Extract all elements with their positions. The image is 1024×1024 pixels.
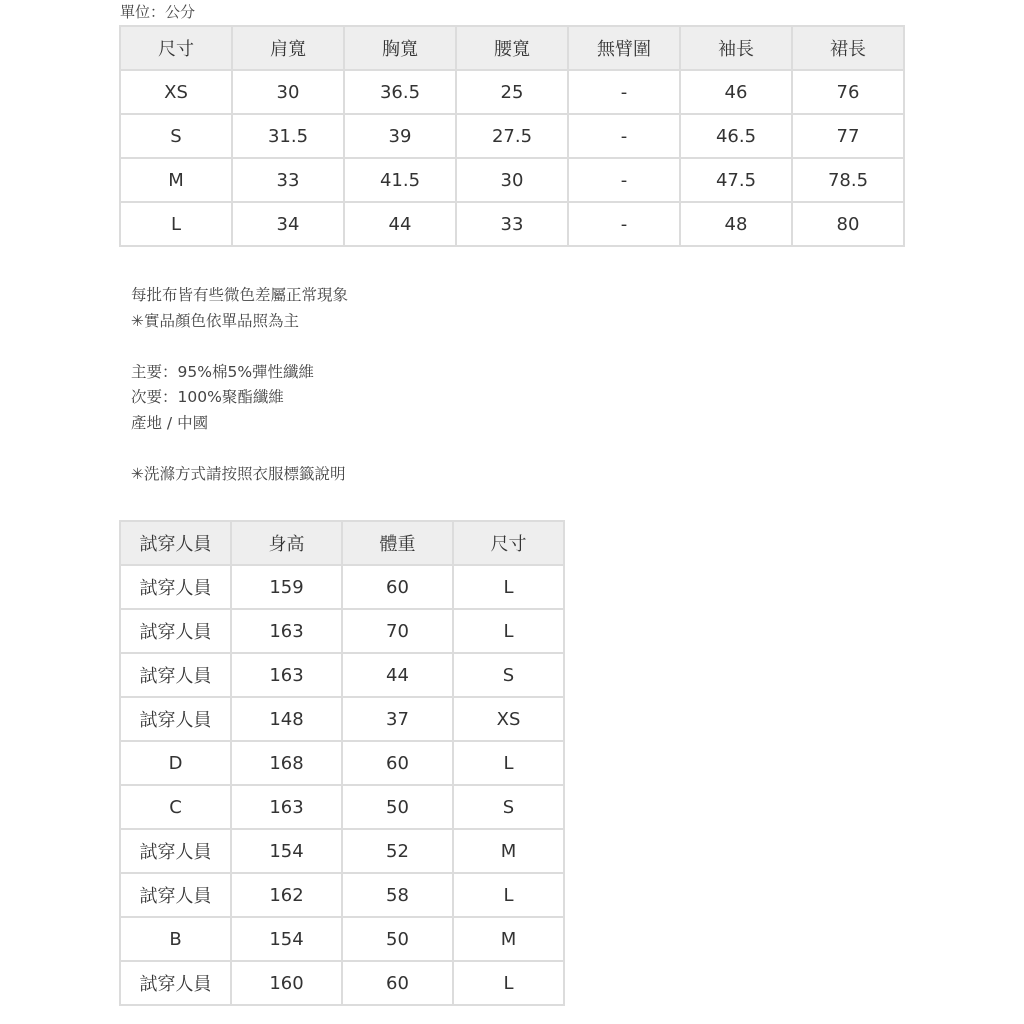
notes-spacer xyxy=(131,334,348,360)
cell-model: 試穿人員 xyxy=(120,653,231,697)
cell-sleeve: 48 xyxy=(680,202,792,246)
cell-fit-size: M xyxy=(453,917,564,961)
header-height: 身高 xyxy=(231,521,342,565)
cell-fit-size: L xyxy=(453,609,564,653)
cell-armhole: - xyxy=(568,202,680,246)
cell-skirt: 80 xyxy=(792,202,904,246)
cell-skirt: 78.5 xyxy=(792,158,904,202)
cell-model: C xyxy=(120,785,231,829)
cell-size: XS xyxy=(120,70,232,114)
fitting-model-table xyxy=(119,520,565,1006)
size-row-xs xyxy=(120,70,904,114)
fitting-row xyxy=(120,917,564,961)
cell-fit-size: L xyxy=(453,873,564,917)
cell-weight: 60 xyxy=(342,961,453,1005)
cell-armhole: - xyxy=(568,70,680,114)
cell-size: L xyxy=(120,202,232,246)
cell-fit-size: S xyxy=(453,653,564,697)
cell-height: 163 xyxy=(231,609,342,653)
cell-sleeve: 46 xyxy=(680,70,792,114)
cell-height: 160 xyxy=(231,961,342,1005)
cell-weight: 50 xyxy=(342,917,453,961)
wash-instruction-note: ✳洗滌方式請按照衣服標籤說明 xyxy=(131,465,346,484)
cell-skirt: 76 xyxy=(792,70,904,114)
cell-height: 154 xyxy=(231,829,342,873)
fitting-row xyxy=(120,697,564,741)
fitting-row xyxy=(120,609,564,653)
header-size: 尺寸 xyxy=(120,26,232,70)
cell-armhole: - xyxy=(568,114,680,158)
cell-weight: 60 xyxy=(342,565,453,609)
header-skirt-length: 裙長 xyxy=(792,26,904,70)
cell-fit-size: XS xyxy=(453,697,564,741)
header-fit-size: 尺寸 xyxy=(453,521,564,565)
color-variance-note: 每批布皆有些微色差屬正常現象 xyxy=(131,286,349,304)
main-material-note: 主要：95%棉5%彈性纖維 xyxy=(131,362,315,381)
cell-size: S xyxy=(120,114,232,158)
cell-weight: 44 xyxy=(342,653,453,697)
cell-chest: 36.5 xyxy=(344,70,456,114)
cell-fit-size: L xyxy=(453,565,564,609)
cell-model: D xyxy=(120,741,231,785)
cell-shoulder: 34 xyxy=(232,202,344,246)
secondary-material-note: 次要：100%聚酯纖維 xyxy=(131,388,284,407)
cell-weight: 50 xyxy=(342,785,453,829)
size-row-l xyxy=(120,202,904,246)
header-armhole: 無臂圍 xyxy=(568,26,680,70)
cell-armhole: - xyxy=(568,158,680,202)
fitting-row xyxy=(120,653,564,697)
cell-shoulder: 33 xyxy=(232,158,344,202)
cell-model: 試穿人員 xyxy=(120,697,231,741)
fitting-row xyxy=(120,873,564,917)
cell-weight: 60 xyxy=(342,741,453,785)
cell-height: 163 xyxy=(231,653,342,697)
header-model: 試穿人員 xyxy=(120,521,231,565)
cell-sleeve: 46.5 xyxy=(680,114,792,158)
cell-weight: 70 xyxy=(342,609,453,653)
cell-model: 試穿人員 xyxy=(120,829,231,873)
cell-weight: 52 xyxy=(342,829,453,873)
actual-color-note: ✳實品顏色依單品照為主 xyxy=(131,311,299,330)
cell-skirt: 77 xyxy=(792,114,904,158)
cell-weight: 58 xyxy=(342,873,453,917)
cell-chest: 41.5 xyxy=(344,158,456,202)
cell-height: 148 xyxy=(231,697,342,741)
header-weight: 體重 xyxy=(342,521,453,565)
cell-model: 試穿人員 xyxy=(120,873,231,917)
unit-label: 單位：公分 xyxy=(120,3,196,21)
header-shoulder-width: 肩寬 xyxy=(232,26,344,70)
cell-model: B xyxy=(120,917,231,961)
notes-spacer xyxy=(131,437,348,463)
cell-height: 162 xyxy=(231,873,342,917)
fitting-header-row xyxy=(120,521,564,565)
header-chest-width: 胸寬 xyxy=(344,26,456,70)
fitting-row xyxy=(120,829,564,873)
cell-height: 163 xyxy=(231,785,342,829)
size-chart-header-row xyxy=(120,26,904,70)
cell-shoulder: 31.5 xyxy=(232,114,344,158)
header-sleeve-length: 袖長 xyxy=(680,26,792,70)
cell-height: 159 xyxy=(231,565,342,609)
cell-chest: 39 xyxy=(344,114,456,158)
cell-weight: 37 xyxy=(342,697,453,741)
cell-fit-size: L xyxy=(453,961,564,1005)
cell-height: 154 xyxy=(231,917,342,961)
cell-model: 試穿人員 xyxy=(120,609,231,653)
cell-fit-size: M xyxy=(453,829,564,873)
cell-waist: 25 xyxy=(456,70,568,114)
cell-shoulder: 30 xyxy=(232,70,344,114)
cell-sleeve: 47.5 xyxy=(680,158,792,202)
cell-size: M xyxy=(120,158,232,202)
cell-waist: 33 xyxy=(456,202,568,246)
cell-model: 試穿人員 xyxy=(120,961,231,1005)
cell-waist: 30 xyxy=(456,158,568,202)
fitting-row xyxy=(120,565,564,609)
cell-chest: 44 xyxy=(344,202,456,246)
fitting-row xyxy=(120,961,564,1005)
product-notes xyxy=(131,283,348,488)
cell-height: 168 xyxy=(231,741,342,785)
fitting-row xyxy=(120,741,564,785)
size-row-s xyxy=(120,114,904,158)
header-waist-width: 腰寬 xyxy=(456,26,568,70)
size-row-m xyxy=(120,158,904,202)
size-chart-table xyxy=(119,25,905,247)
fitting-row xyxy=(120,785,564,829)
cell-fit-size: S xyxy=(453,785,564,829)
origin-note: 產地 / 中國 xyxy=(131,413,209,432)
cell-waist: 27.5 xyxy=(456,114,568,158)
cell-model: 試穿人員 xyxy=(120,565,231,609)
cell-fit-size: L xyxy=(453,741,564,785)
